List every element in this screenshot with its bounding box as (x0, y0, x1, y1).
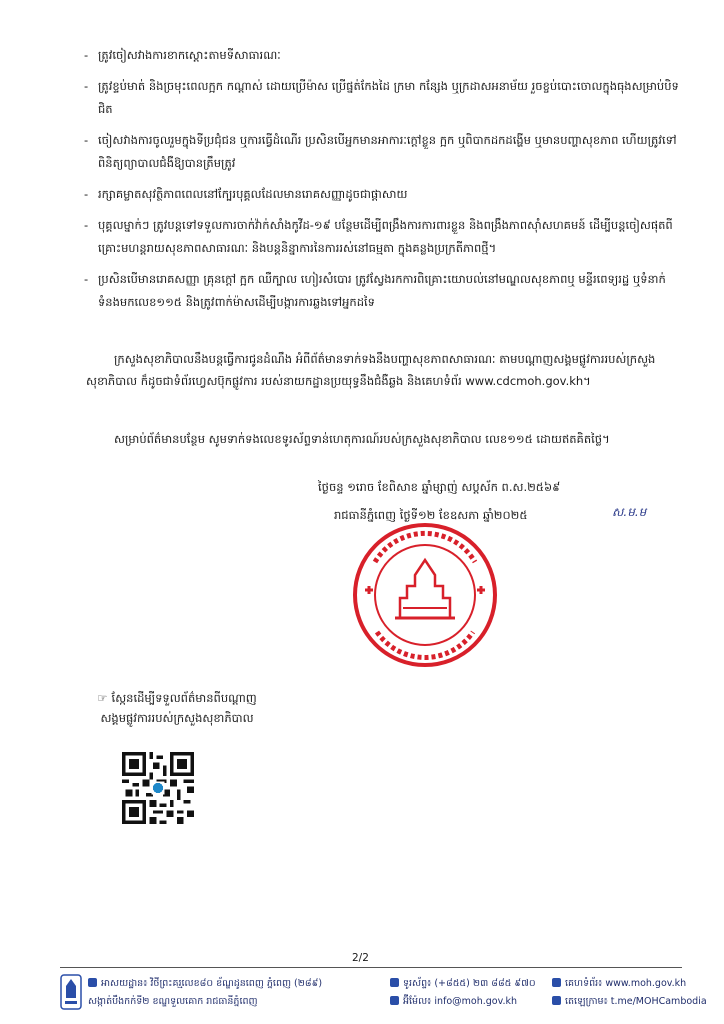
footer-phone: ទូរស័ព្ទ៖ (+៨៥៥) ២៣ ៨៨៥ ៩៧០ (390, 976, 536, 992)
info-paragraph: ក្រសួងសុខាភិបាលនឹងបន្តធ្វើការជូនដំណឹង អំពីព័ត៌មានទាក់ទងនឹងបញ្ហាសុខភាពសាធារណៈ តាមបណ្ដាញសង្គមផ្លូវការរបស់ក្រសួងសុខាភិបាល ក៏ដូចជាទំព័រហ្វេសប៊ុកផ្លូវការ របស់នាយកដ្ឋានប្រយុទ្ធនឹងជំងឺឆ្លង និងគេហទំព័រ www.cdcmoh.gov.kh។ (86, 352, 656, 388)
bullet-item: - ត្រូវចៀសវាងការខាកស្ដោះតាមទីសាធារណៈ (86, 44, 686, 67)
bullet-item: - ចៀសវាងការចូលរួមក្នុងទីប្រជុំជន ឬការធ្វើដំណើរ ប្រសិនបើអ្នកមានអាការៈក្ដៅខ្លួន ក្អក ឬពិបាកដកដង្ហើម ឬមានបញ្ហាសុខភាព ហើយត្រូវទៅពិនិត្យព្យាបាលជំងឺឱ្យបានត្រឹមត្រូវ (86, 129, 686, 175)
footer-website[interactable]: គេហទំព័រ៖ www.moh.gov.kh (552, 976, 686, 992)
footer (60, 972, 707, 1016)
globe-icon (552, 978, 561, 987)
telegram-icon (552, 996, 561, 1005)
bullet-item: - ត្រូវខ្ទប់មាត់ និងច្រមុះពេលក្អក កណ្ដាស់ ដោយប្រើម៉ាស ប្រើផ្នត់កែងដៃ ក្រមា កន្សែង ឬក្រដាសអនាម័យ រួចខ្ចប់បោះចោលក្នុងធុងសម្រាប់បិទជិត (86, 75, 686, 121)
email-icon (390, 996, 399, 1005)
bullet-list (86, 44, 686, 322)
phone-icon (390, 978, 399, 987)
bullet-item: - រក្សាគម្លាតសុវត្ថិភាពពេលនៅក្បែរបុគ្គលដែលមានរោគសញ្ញាដូចជាផ្ដាសាយ (86, 183, 686, 206)
footer-address-line2: សង្កាត់បឹងកក់ទី២ ខណ្ឌទួលគោក រាជធានីភ្នំពេញ (88, 996, 258, 1007)
solar-date: រាជធានីភ្នំពេញ ថ្ងៃទី១២ ខែឧសភា ឆ្នាំ២០២៥ (334, 508, 528, 522)
ministry-logo-icon (60, 974, 82, 1010)
footer-telegram[interactable]: តេឡេក្រាម៖ t.me/MOHCambodia (552, 994, 707, 1010)
location-icon (88, 978, 97, 987)
scan-hint-text: ស្កែនដើម្បីទទួលព័ត៌មានពីបណ្ដាញសង្គមផ្លូវការរបស់ក្រសួងសុខាភិបាល (100, 691, 257, 725)
lunar-date: ថ្ងៃចន្ទ ១រោច ខែពិសាខ ឆ្នាំម្សាញ់ សប្តស័ក ព.ស.២៥៦៩ (318, 480, 561, 494)
footer-address: អាសយដ្ឋាន៖ វិថីព្រះគរ្មលេខ៨០ ខ័ណ្ឌដូនពេញ ភ្នំពេញ (២៨៩) (88, 976, 322, 992)
footer-email[interactable]: អ៊ីម៉ែល៖ info@moh.gov.kh (390, 994, 517, 1010)
ministry-seal-icon (345, 520, 505, 670)
contact-paragraph: សម្រាប់ព័ត៌មានបន្ថែម សូមទាក់ទងលេខទូរស័ព្ទទាន់ហេតុការណ៍របស់ក្រសួងសុខាភិបាល លេខ១១៥ ដោយឥតគិតថ្លៃ។ (114, 432, 610, 446)
scan-hint (92, 688, 262, 728)
bullet-item: - ប្រសិនបើមានរោគសញ្ញា គ្រុនក្ដៅ ក្អក ឈឺក្បាល ហៀរសំបោរ ត្រូវស្វែងរកការពិគ្រោះយោបល់នៅមណ្ឌលសុខភាពឬ មន្ទីរពេទ្យរដ្ឋ ឬទំនាក់ទំនងមកលេខ១១៥ និងត្រូវពាក់ម៉ាសដើម្បីបង្ការការឆ្លងទៅអ្នកដទៃ (86, 268, 686, 314)
handwritten-signature: ស.ម.ម (612, 505, 647, 519)
page-number: 2/2 (352, 952, 369, 964)
footer-divider (60, 967, 682, 968)
pointing-hand-icon: ☞ (97, 691, 108, 705)
qr-code-icon[interactable] (122, 752, 194, 824)
bullet-item: - បុគ្គលម្នាក់ៗ ត្រូវបន្តទៅទទួលការចាក់វ៉ាក់សាំងកូវីដ-១៩ បន្ថែមដើម្បីពង្រឹងការការពារខ្លួន និងពង្រឹងភាពស៊ាំសហគមន៍ ដើម្បីបន្តចៀសផុតពីគ្រោះមហន្តរាយសុខភាពសាធារណៈ និងបន្តនិន្នាការនៃការរស់នៅធម្មតា ក្នុងគន្លងប្រក្រតីភាពថ្មី។ (86, 214, 686, 260)
